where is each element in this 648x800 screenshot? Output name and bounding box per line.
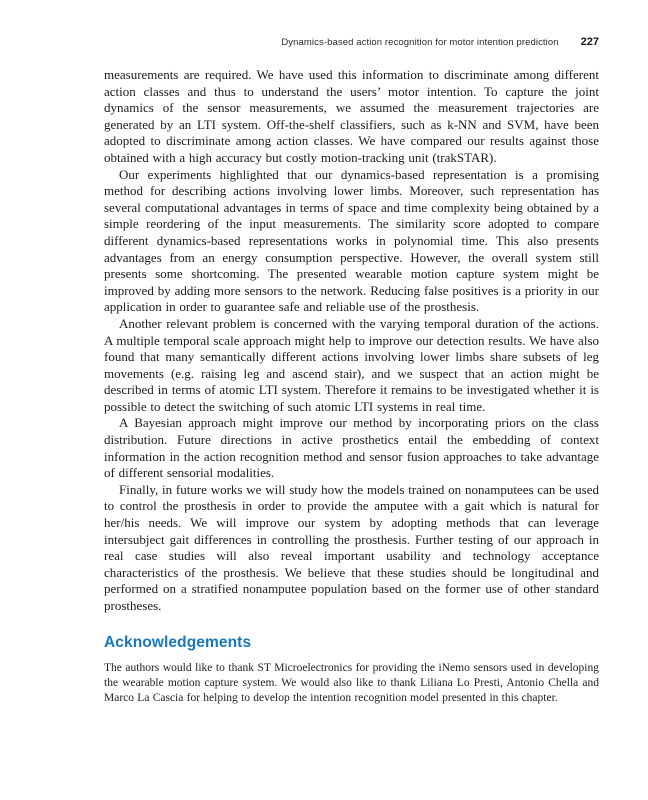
running-head-title: Dynamics-based action recognition for motor intention prediction <box>281 37 559 48</box>
page-header <box>104 36 599 48</box>
acknowledgements-section <box>104 634 599 706</box>
body-paragraph-5: Finally, in future works we will study how the models trained on nonamputees can be used to control the prosthesis in order to provide the amputee with a gait which is natural for her/his needs. We will improve our system by adopting methods that can leverage intersubject gait differences in controlling the prosthesis. Further testing of our approach in real case studies will also reveal important usability and technology acceptance characteristics of the prosthesis. We believe that these studies should be longitudinal and performed on a stratified nonamputee population based on the former use of other standard prostheses. <box>104 481 599 613</box>
acknowledgements-heading: Acknowledgements <box>104 633 252 651</box>
main-content <box>104 67 599 615</box>
acknowledgements-text: The authors would like to thank ST Microelectronics for providing the iNemo sensors used in developing the wearable motion capture system. We would also like to thank Liliana Lo Presti, Antonio Chella and Marco La Cascia for helping to develop the intention recognition model presented in this chapter. <box>104 661 599 704</box>
body-paragraph-2: Our experiments highlighted that our dynamics-based representation is a promising method for describing actions involving lower limbs. Moreover, such representation has several computational advantages in terms of space and time complexity being obtained by a simple reordering of the input measurements. The similarity score adopted to compare different dynamics-based representations works in polynomial time. This also presents advantages from an energy consumption perspective. However, the overall system still presents some shortcoming. The presented wearable motion capture system might be improved by adding more sensors to the network. Reducing false positives is a priority in our application in order to guarantee safe and reliable use of the prosthesis. <box>104 166 599 315</box>
body-paragraph-1: measurements are required. We have used this information to discriminate among different action classes and thus to understand the users’ motor intention. To capture the joint dynamics of the sensor measurements, we assumed the measurement trajectories are generated by an LTI system. Off-the-shelf classifiers, such as k-NN and SVM, have been adopted to discriminate among action classes. We have compared our results against those obtained with a high accuracy but costly motion-tracking unit (trakSTAR). <box>104 67 599 165</box>
page-number: 227 <box>580 36 599 48</box>
body-paragraph-3: Another relevant problem is concerned with the varying temporal duration of the actions. A multiple temporal scale approach might help to improve our detection results. We have also found that many semantically different actions involving lower limbs share subsets of leg movements (e.g. raising leg and ascend stair), and we suspect that an action might be described in terms of atomic LTI system. Therefore it remains to be investigated whether it is possible to detect the switching of such atomic LTI systems in real time. <box>104 315 599 414</box>
body-paragraph-4: A Bayesian approach might improve our method by incorporating priors on the class distribution. Future directions in active prosthetics entail the embedding of context information in the action recognition method and sensor fusion approaches to take advantage of different sensorial modalities. <box>104 415 599 481</box>
